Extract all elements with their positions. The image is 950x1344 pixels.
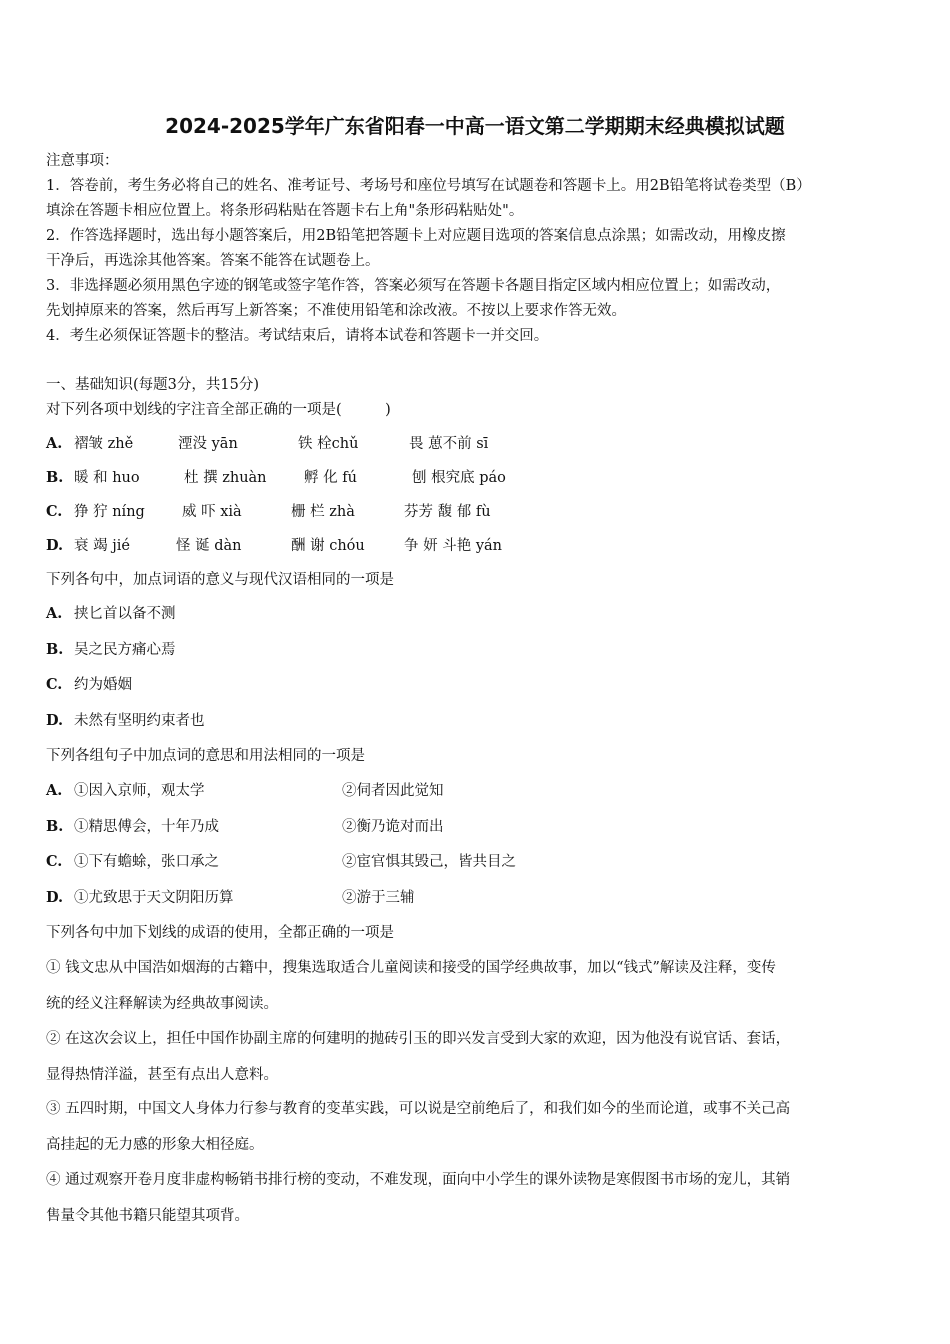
option-text: 未然有坚明约束者也 (74, 713, 205, 729)
q1-option-c (46, 502, 74, 522)
notice-item-1-cont: 填涂在答题卡相应位置上。将条形码粘贴在答题卡右上角"条形码粘贴处"。 (46, 203, 524, 219)
notice-item-3: 3．非选择题必须用黑色字迹的钢笔或签字笔作答，答案必须写在答题卡各题目指定区域内相应位置上；如需改动， (46, 278, 781, 294)
option-key: B. (46, 469, 64, 486)
q1-a-term-3: 铁 栓chǔ (298, 436, 359, 452)
q1-c-term-4: 芬芳 馥 郁 fù (404, 504, 491, 520)
notice-item-2-cont: 干净后，再选涂其他答案。答案不能答在试题卷上。 (46, 253, 380, 269)
q1-option-b (46, 468, 74, 488)
q4-sentence-4-cont: 售量令其他书籍只能望其项背。 (46, 1208, 249, 1224)
option-text: 约为婚姻 (74, 677, 132, 693)
q3-option-a (46, 781, 205, 801)
q1-option-a (46, 434, 74, 454)
q2-option-a (46, 604, 176, 624)
option-key: A. (46, 605, 63, 622)
q2-option-b (46, 640, 176, 660)
q4-sentence-2: ② 在这次会议上，担任中国作协副主席的何建明的抛砖引玉的即兴发言受到大家的欢迎，因为他没有说官话、套话， (46, 1031, 791, 1047)
option-left: ①下有蟾蜍，张口承之 (74, 854, 219, 870)
option-key: B. (46, 818, 64, 835)
q1-b-term-1: 暖 和 huo (74, 470, 140, 486)
q2-option-d (46, 711, 205, 731)
option-left: ①尤致思于天文阴阳历算 (74, 890, 234, 906)
option-key: A. (46, 782, 63, 799)
q1-option-d (46, 536, 74, 556)
q1-b-term-3: 孵 化 fú (304, 470, 357, 486)
q4-sentence-2-cont: 显得热情洋溢，甚至有点出人意料。 (46, 1067, 278, 1083)
notice-item-3-cont: 先划掉原来的答案，然后再写上新答案；不准使用铅笔和涂改液。不按以上要求作答无效。 (46, 303, 626, 319)
option-key: C. (46, 853, 63, 870)
q1-a-term-1: 褶皱 zhě (74, 436, 134, 452)
q1-d-term-2: 怪 诞 dàn (176, 538, 242, 554)
q3-stem: 下列各组句子中加点词的意思和用法相同的一项是 (46, 748, 365, 764)
q1-d-term-1: 衰 竭 jié (74, 538, 130, 554)
option-left: ①精思傅会，十年乃成 (74, 819, 219, 835)
q3-c-right: ②宦官惧其毁己，皆共目之 (342, 854, 516, 870)
q1-a-term-2: 湮没 yān (178, 436, 238, 452)
q4-stem: 下列各句中加下划线的成语的使用，全都正确的一项是 (46, 925, 394, 941)
option-key: B. (46, 641, 64, 658)
option-key: D. (46, 537, 64, 554)
q2-option-c (46, 675, 132, 695)
page-title: 2024-2025学年广东省阳春一中高一语文第二学期期末经典模拟试题 (165, 114, 785, 138)
notice-item-1: 1．答卷前，考生务必将自己的姓名、准考证号、考场号和座位号填写在试题卷和答题卡上。用2B铅笔将试卷类型（B） (46, 178, 811, 194)
q1-b-term-2: 杜 撰 zhuàn (184, 470, 267, 486)
q3-option-c (46, 852, 219, 872)
option-key: D. (46, 889, 64, 906)
option-key: C. (46, 503, 63, 520)
notice-heading: 注意事项： (46, 153, 119, 169)
q4-sentence-3: ③ 五四时期，中国文人身体力行参与教育的变革实践，可以说是空前绝后了，和我们如今的坐而论道，或事不关己高 (46, 1101, 791, 1117)
q1-d-term-3: 酬 谢 chóu (291, 538, 365, 554)
q2-stem: 下列各句中，加点词语的意义与现代汉语相同的一项是 (46, 572, 394, 588)
q4-sentence-1-cont: 统的经义注释解读为经典故事阅读。 (46, 996, 278, 1012)
q4-sentence-1: ① 钱文忠从中国浩如烟海的古籍中，搜集选取适合儿童阅读和接受的国学经典故事，加以“钱式”解读及注释，变传 (46, 960, 776, 976)
option-key: D. (46, 712, 64, 729)
q3-b-right: ②衡乃诡对而出 (342, 819, 444, 835)
q1-d-term-4: 争 妍 斗艳 yán (404, 538, 503, 554)
q1-stem: 对下列各项中划线的字注音全部正确的一项是( ) (46, 402, 391, 418)
q3-d-right: ②游于三辅 (342, 890, 415, 906)
q3-option-b (46, 817, 219, 837)
q3-a-right: ②伺者因此觉知 (342, 783, 444, 799)
notice-item-4: 4．考生必须保证答题卡的整洁。考试结束后，请将本试卷和答题卡一并交回。 (46, 328, 549, 344)
section-heading: 一、基础知识(每题3分，共15分) (46, 377, 259, 393)
option-left: ①因入京师，观太学 (74, 783, 205, 799)
q3-option-d (46, 888, 234, 908)
option-text: 挟匕首以备不测 (74, 606, 176, 622)
option-key: C. (46, 676, 63, 693)
q1-a-term-4: 畏 葸不前 sī (409, 436, 489, 452)
option-key: A. (46, 435, 63, 452)
option-text: 吴之民方痛心焉 (74, 642, 176, 658)
q1-c-term-1: 狰 狞 níng (74, 504, 145, 520)
q4-sentence-4: ④ 通过观察开卷月度非虚构畅销书排行榜的变动，不难发现，面向中小学生的课外读物是寒假图书市场的宠儿，其销 (46, 1172, 791, 1188)
q1-b-term-4: 刨 根究底 páo (412, 470, 506, 486)
notice-item-2: 2．作答选择题时，选出每小题答案后，用2B铅笔把答题卡上对应题目选项的答案信息点涂黑；如需改动，用橡皮擦 (46, 228, 786, 244)
q4-sentence-3-cont: 高挂起的无力感的形象大相径庭。 (46, 1137, 264, 1153)
q1-c-term-3: 栅 栏 zhà (291, 504, 355, 520)
q1-c-term-2: 威 吓 xià (182, 504, 242, 520)
